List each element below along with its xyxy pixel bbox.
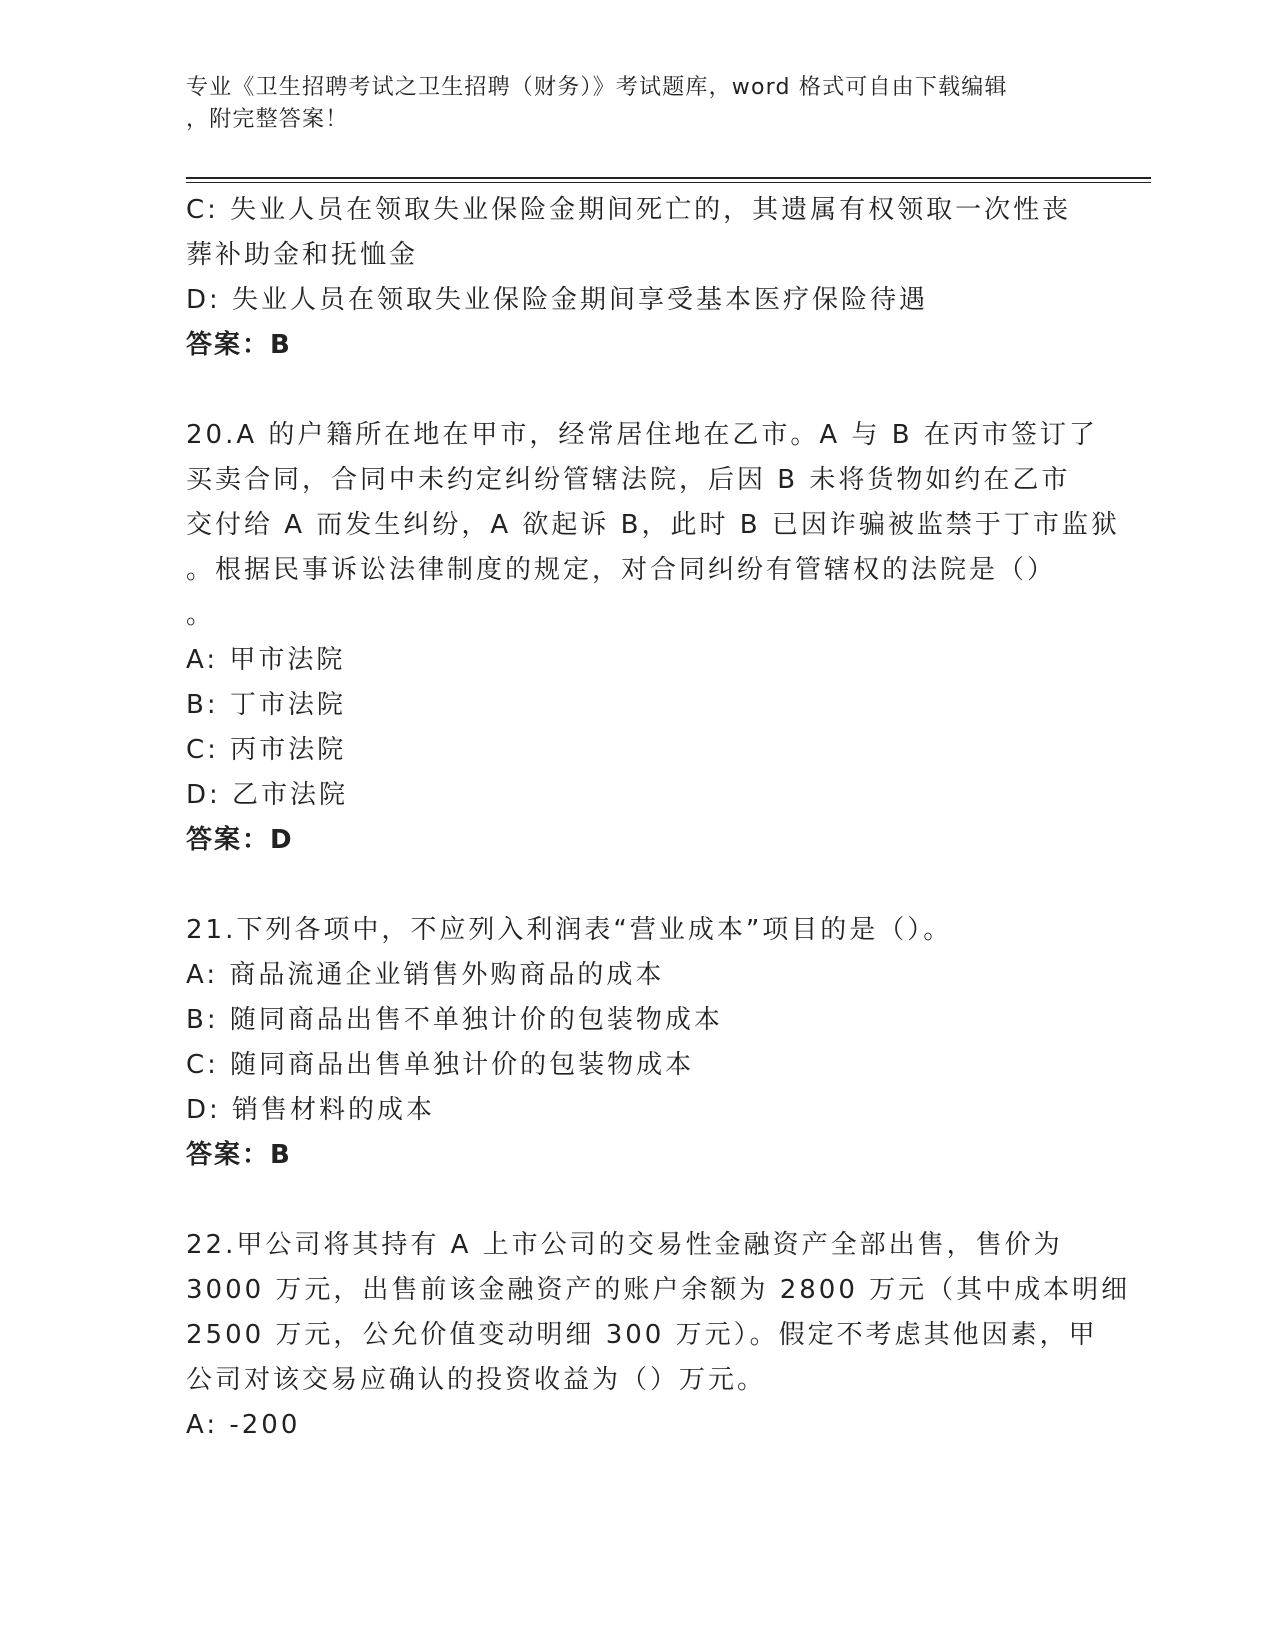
- q19-answer: 答案：B: [186, 330, 292, 360]
- q20-option-a: A: 甲市法院: [186, 645, 346, 675]
- question-content: [186, 188, 1131, 1448]
- header-line-1: 专业《卫生招聘考试之卫生招聘（财务）》考试题库，word 格式可自由下载编辑: [186, 75, 1008, 100]
- q20-stem-line: 20.A 的户籍所在地在甲市，经常居住地在乙市。A 与 B 在丙市签订了: [186, 420, 1098, 450]
- header-divider-thick: [186, 177, 1151, 179]
- q21-option-a: A: 商品流通企业销售外购商品的成本: [186, 960, 665, 990]
- q22-option-a: A: -200: [186, 1410, 301, 1440]
- q19-option-c-continued: 葬补助金和抚恤金: [186, 240, 419, 270]
- q20-option-d: D: 乙市法院: [186, 780, 349, 810]
- q21-option-c: C: 随同商品出售单独计价的包装物成本: [186, 1050, 695, 1080]
- q20-answer: 答案：D: [186, 825, 294, 855]
- q22-stem-line: 2500 万元，公允价值变动明细 300 万元）。假定不考虑其他因素，甲: [186, 1320, 1098, 1350]
- question-22: [186, 1223, 1131, 1448]
- q22-stem-line: 3000 万元，出售前该金融资产的账户余额为 2800 万元（其中成本明细: [186, 1275, 1131, 1305]
- q21-answer: 答案：B: [186, 1140, 292, 1170]
- spacer: [186, 1178, 1086, 1223]
- q21-option-b: B: 随同商品出售不单独计价的包装物成本: [186, 1005, 723, 1035]
- q19-option-d: D: 失业人员在领取失业保险金期间享受基本医疗保险待遇: [186, 285, 929, 315]
- q20-stem-line: 。根据民事诉讼法律制度的规定，对合同纠纷有管辖权的法院是（）: [186, 555, 1057, 585]
- spacer: [186, 863, 1086, 908]
- q22-stem-line: 公司对该交易应确认的投资收益为（）万元。: [186, 1365, 767, 1395]
- q20-stem-line: 。: [186, 600, 216, 630]
- header-divider-thin: [186, 182, 1151, 183]
- q20-option-b: B: 丁市法院: [186, 690, 346, 720]
- question-20: [186, 413, 1120, 863]
- question-19: [186, 188, 1086, 368]
- spacer: [186, 368, 1086, 413]
- q20-stem-line: 买卖合同，合同中未约定纠纷管辖法院，后因 B 未将货物如约在乙市: [186, 465, 1071, 495]
- header-line-2: ，附完整答案！: [186, 107, 349, 132]
- q21-stem: 21.下列各项中，不应列入利润表“营业成本”项目的是（）。: [186, 915, 953, 945]
- q20-option-c: C: 丙市法院: [186, 735, 347, 765]
- q21-option-d: D: 销售材料的成本: [186, 1095, 436, 1125]
- q20-stem-line: 交付给 A 而发生纠纷，A 欲起诉 B，此时 B 已因诈骗被监禁于丁市监狱: [186, 510, 1120, 540]
- document-header: [186, 72, 1066, 136]
- question-21: [186, 908, 1086, 1178]
- q19-option-c: C: 失业人员在领取失业保险金期间死亡的，其遗属有权领取一次性丧: [186, 195, 1072, 225]
- q22-stem-line: 22.甲公司将其持有 A 上市公司的交易性金融资产全部出售，售价为: [186, 1230, 1063, 1260]
